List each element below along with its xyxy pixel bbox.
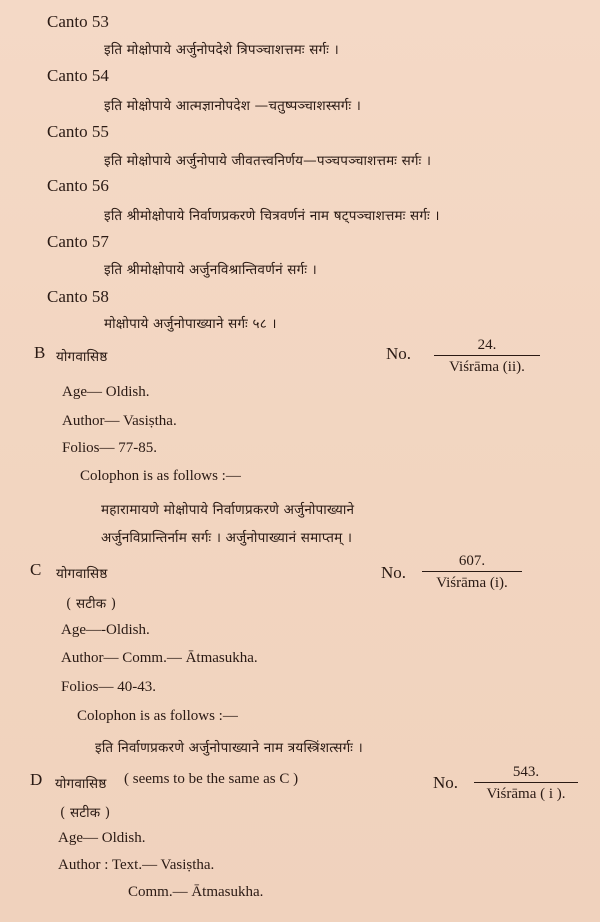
entry-b-colophon-intro: Colophon is as follows :— (80, 468, 241, 484)
canto-53-colophon: इति मोक्षोपाये अर्जुनोपदेशे त्रिपञ्चाशत्तमः सर्गः । (104, 42, 339, 58)
entry-b-age: Age— Oldish. (62, 384, 150, 400)
fraction-rule (434, 355, 540, 356)
entry-c-author: Author— Comm.— Ātmasukha. (61, 650, 258, 666)
entry-c-colophon-line-1: इति निर्वाणप्रकरणे अर्जुनोपाख्याने नाम त्रयस्त्रिंशत्सर्गः । (95, 740, 363, 756)
entry-d-section: Viśrāma ( i ). (486, 786, 566, 802)
entry-d-comm: Comm.— Ātmasukha. (128, 884, 264, 900)
entry-b-letter: B (34, 343, 46, 362)
fraction-rule (422, 571, 522, 572)
entry-b-no-label: No. (386, 344, 412, 363)
entry-c-folios: Folios— 40-43. (61, 679, 157, 695)
entry-b-section: Viśrāma (ii). (449, 359, 525, 375)
canto-58-colophon: मोक्षोपाये अर्जुनोपाख्याने सर्गः ५८ । (104, 316, 277, 332)
entry-c-number: 607. (458, 553, 486, 569)
canto-57-label: Canto 57 (47, 232, 109, 251)
canto-56-colophon: इति श्रीमोक्षोपाये निर्वाणप्रकरणे चित्रवर्णनं नाम षट्पञ्चाशत्तमः सर्गः । (104, 208, 440, 224)
fraction-rule (474, 782, 578, 783)
entry-c-subtitle: ( सटीक ) (66, 596, 117, 612)
entry-c-no-label: No. (381, 563, 407, 582)
canto-58-label: Canto 58 (47, 287, 109, 306)
entry-d-age: Age— Oldish. (58, 830, 146, 846)
entry-b-number-fraction (434, 336, 540, 376)
entry-d-title-note: ( seems to be the same as C ) (124, 771, 299, 787)
canto-53-label: Canto 53 (47, 12, 109, 31)
entry-c-section: Viśrāma (i). (436, 575, 508, 591)
entry-b-folios: Folios— 77-85. (62, 440, 158, 456)
canto-54-colophon: इति मोक्षोपाये आत्मज्ञानोपदेश —चतुष्पञ्चाशस्सर्गः । (104, 98, 362, 114)
entry-d-author: Author : Text.— Vasiṣtha. (58, 857, 215, 873)
canto-57-colophon: इति श्रीमोक्षोपाये अर्जुनविश्रान्तिवर्णनं सर्गः । (104, 262, 317, 278)
entry-c-title: योगवासिष्ठ (56, 566, 108, 582)
canto-54-label: Canto 54 (47, 66, 109, 85)
entry-b-title: योगवासिष्ठ (56, 349, 108, 365)
entry-b-colophon-line-1: महारामायणे मोक्षोपाये निर्वाणप्रकरणे अर्जुनोपाख्याने (101, 502, 355, 518)
entry-d-number-fraction (474, 763, 578, 803)
entry-b-number: 24. (477, 337, 497, 353)
entry-c-letter: C (30, 560, 42, 579)
entry-d-letter: D (30, 770, 43, 789)
entry-c-age: Age—-Oldish. (61, 622, 150, 638)
entry-d-no-label: No. (433, 773, 459, 792)
entry-c-colophon-intro: Colophon is as follows :— (77, 708, 238, 724)
entry-b-author: Author— Vasiṣtha. (62, 413, 177, 429)
entry-c-number-fraction (422, 552, 522, 592)
entry-d-subtitle: ( सटीक ) (60, 805, 111, 821)
entry-b-colophon-line-2: अर्जुनविप्रान्तिर्नाम सर्गः । अर्जुनोपाख्यानं समाप्तम् । (101, 530, 353, 546)
canto-55-label: Canto 55 (47, 122, 109, 141)
canto-55-colophon: इति मोक्षोपाये अर्जुनोपाये जीवतत्त्वनिर्णय—पञ्चपञ्चाशत्तमः सर्गः । (104, 153, 432, 169)
entry-d-title: योगवासिष्ठ (55, 776, 107, 792)
canto-56-label: Canto 56 (47, 176, 109, 195)
entry-d-number: 543. (512, 764, 540, 780)
